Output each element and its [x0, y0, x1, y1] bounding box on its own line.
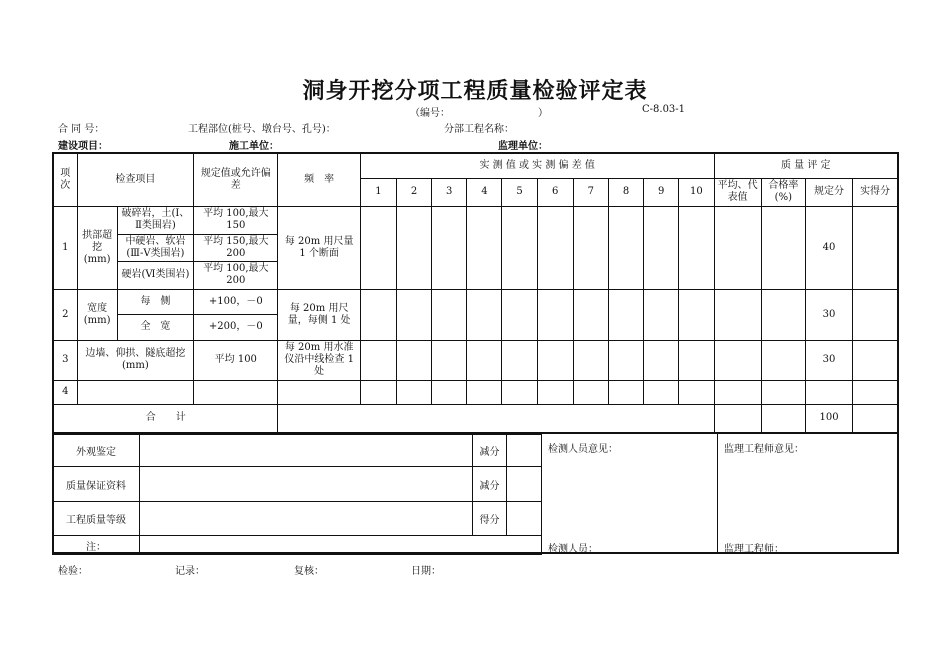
header-frequency: 频 率: [278, 153, 360, 206]
row3-score: 30: [805, 340, 852, 380]
header-quality: 质 量 评 定: [714, 153, 898, 178]
note-label: 注：: [53, 536, 140, 555]
header-num-4: 4: [467, 178, 502, 206]
inspection-table: [52, 152, 899, 434]
row3-frequency: 每 20m 用水准仪沿中线检查 1 处: [278, 340, 360, 380]
row1-score: 40: [805, 206, 852, 289]
total-label: 合 计: [53, 404, 278, 433]
supervisor-opinion-box[interactable]: [717, 434, 899, 554]
grade-label: 工程质量等级: [53, 502, 140, 536]
footer-date: 日期：: [411, 566, 441, 577]
row1-sub2-spec: 平均 150,最大 200: [194, 234, 278, 261]
inspector-signature-label: 检测人员：: [548, 544, 598, 555]
header-num-10: 10: [679, 178, 714, 206]
header-actual: 实得分: [853, 178, 898, 206]
construction-unit-label: 施工单位：: [229, 141, 279, 152]
row1-frequency: 每 20m 用尺量 1 个断面: [278, 206, 360, 289]
inspector-opinion-box[interactable]: [541, 434, 718, 554]
row3-name: 边墙、仰拱、隧底超挖(mm): [77, 340, 194, 380]
deduct1-label: 减分: [473, 435, 507, 467]
note-field[interactable]: [140, 536, 542, 555]
footer-record: 记录：: [175, 566, 205, 577]
row1-sub3-type: 硬岩(Ⅵ类围岩): [117, 261, 193, 289]
row2-sub1-type: 每 侧: [117, 289, 193, 314]
row3-no: 3: [53, 340, 77, 380]
row2-frequency: 每 20m 用尺量，每侧 1 处: [278, 289, 360, 340]
row1-name: 拱部超挖(mm): [77, 206, 117, 289]
row2-sub1-spec: +100，－0: [194, 289, 278, 314]
header-num-5: 5: [502, 178, 537, 206]
deduct1-field[interactable]: [507, 435, 542, 467]
assessment-section: [52, 434, 899, 554]
header-check-item: 检查项目: [77, 153, 194, 206]
gain-field[interactable]: [507, 502, 542, 536]
inspector-opinion-label: 检测人员意见：: [548, 444, 618, 455]
header-num-8: 8: [608, 178, 643, 206]
row1-no: 1: [53, 206, 77, 289]
serial-label: （编号：: [410, 108, 450, 119]
supervisor-signature-label: 监理工程师：: [724, 544, 784, 555]
row1-sub1-spec: 平均 100,最大 150: [194, 206, 278, 234]
supervisor-opinion-label: 监理工程师意见：: [724, 444, 804, 455]
total-score: 100: [805, 404, 852, 433]
row1-sub3-spec: 平均 100,最大 200: [194, 261, 278, 289]
row1-sub2-type: 中硬岩、软岩(Ⅲ-Ⅴ类围岩): [117, 234, 193, 261]
subproject-label: 分部工程名称：: [444, 124, 514, 135]
header-avg: 平均、代表值: [714, 178, 761, 206]
header-spec: 规定值或允许偏差: [194, 153, 278, 206]
row2-sub2-spec: +200，－0: [194, 314, 278, 340]
row1-sub1-type: 破碎岩，土(Ⅰ、Ⅱ类围岩): [117, 206, 193, 234]
header-num-1: 1: [360, 178, 396, 206]
page-title: 洞身开挖分项工程质量检验评定表: [302, 78, 648, 104]
header-num-9: 9: [644, 178, 679, 206]
serial-close: ）: [538, 108, 548, 119]
row2-score: 30: [805, 289, 852, 340]
header-pass-rate: 合格率(%): [761, 178, 805, 206]
footer-check: 检验：: [58, 566, 88, 577]
build-project-label: 建设项目：: [58, 141, 108, 152]
supervision-unit-label: 监理单位：: [498, 141, 548, 152]
header-item-no: 项次: [53, 153, 77, 206]
deduct2-label: 减分: [473, 467, 507, 502]
gain-label: 得分: [473, 502, 507, 536]
location-label: 工程部位(桩号、墩台号、孔号)：: [188, 124, 336, 135]
row3-spec: 平均 100: [194, 340, 278, 380]
contract-label: 合 同 号：: [58, 124, 105, 135]
grade-field[interactable]: [140, 502, 473, 536]
row4-no: 4: [53, 380, 77, 404]
header-num-6: 6: [537, 178, 573, 206]
header-measured: 实 测 值 或 实 测 偏 差 值: [360, 153, 714, 178]
header-num-3: 3: [432, 178, 467, 206]
header-num-2: 2: [397, 178, 432, 206]
row2-sub2-type: 全 宽: [117, 314, 193, 340]
deduct2-field[interactable]: [507, 467, 542, 502]
form-code: C-8.03-1: [642, 104, 686, 115]
header-score: 规定分: [805, 178, 852, 206]
footer-review: 复核：: [294, 566, 324, 577]
row2-name: 宽度(mm): [77, 289, 117, 340]
quality-docs-label: 质量保证资料: [53, 467, 140, 502]
appearance-label: 外观鉴定: [53, 435, 140, 467]
appearance-field[interactable]: [140, 435, 473, 467]
header-num-7: 7: [573, 178, 608, 206]
assessment-table: [52, 434, 542, 555]
row2-no: 2: [53, 289, 77, 340]
quality-docs-field[interactable]: [140, 467, 473, 502]
